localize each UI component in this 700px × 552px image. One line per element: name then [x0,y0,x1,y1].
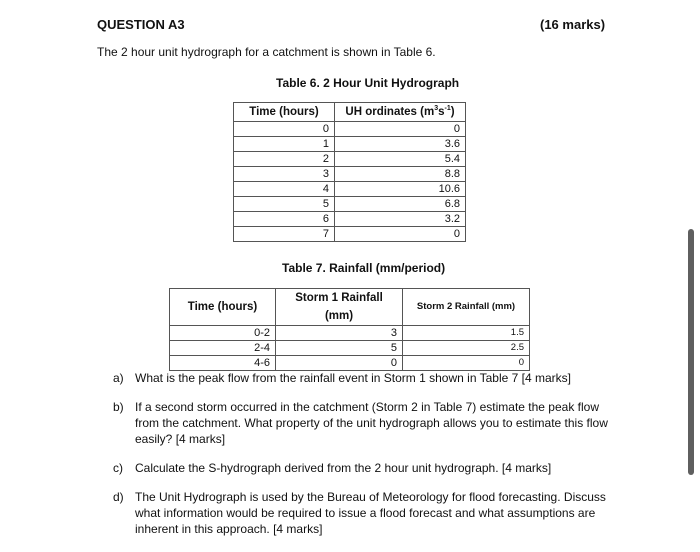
table7-header-time: Time (hours) [170,289,276,326]
table7-header-storm1: Storm 1 Rainfall (mm) [276,289,403,326]
table6 [233,102,466,242]
question-text: What is the peak flow from the rainfall event in Storm 1 shown in Table 7 [4 marks] [135,371,571,385]
t7-storm2: 0 [403,356,530,371]
table-row [234,227,466,242]
t6-uh: 3.2 [335,212,466,227]
t6-time: 0 [234,122,335,137]
question-letter: a) [113,371,124,385]
t7-time: 2-4 [170,341,276,356]
t7-storm2: 1.5 [403,326,530,341]
question-letter: b) [113,400,124,414]
question-text: If a second storm occurred in the catchment (Storm 2 in Table 7) estimate the peak flow from the catchment. What property of the unit hydrograph allows you to estimate this flow easily? [4 marks] [135,400,608,446]
table-row [234,167,466,182]
question-letter: d) [113,490,124,504]
marks-total: (16 marks) [540,17,606,32]
uh-sup1: 3 [434,105,439,113]
t6-uh: 8.8 [335,167,466,182]
table6-header-time: Time (hours) [234,103,335,122]
scrollbar[interactable] [688,229,694,475]
table-row [170,326,530,341]
uh-sup2: -1 [444,105,451,113]
question-letter: c) [113,461,123,475]
t6-time: 5 [234,197,335,212]
t6-uh: 10.6 [335,182,466,197]
t6-time: 2 [234,152,335,167]
table-row [234,137,466,152]
t7-time: 0-2 [170,326,276,341]
table-row [234,197,466,212]
table-row [234,152,466,167]
table6-caption: Table 6. 2 Hour Unit Hydrograph [276,76,460,90]
t6-time: 1 [234,137,335,152]
intro-text: The 2 hour unit hydrograph for a catchment is shown in Table 6. [97,45,436,59]
t6-time: 3 [234,167,335,182]
table7-caption: Table 7. Rainfall (mm/period) [282,261,446,275]
uh-mid: s [438,106,445,118]
t7-storm1: 0 [276,356,403,371]
question-title: QUESTION A3 [97,17,185,32]
t6-time: 7 [234,227,335,242]
t7-storm2: 2.5 [403,341,530,356]
question-list [113,370,613,540]
uh-prefix: UH ordinates (m [345,106,435,118]
t7-storm1: 3 [276,326,403,341]
t6-uh: 0 [335,227,466,242]
t7-storm1: 5 [276,341,403,356]
table-row [234,212,466,227]
t6-time: 4 [234,182,335,197]
t6-uh: 0 [335,122,466,137]
question-text: Calculate the S-hydrograph derived from the 2 hour unit hydrograph. [4 marks] [135,461,552,475]
table7-header-storm2: Storm 2 Rainfall (mm) [403,289,530,326]
table-row [170,341,530,356]
t6-uh: 5.4 [335,152,466,167]
table6-header-uh [335,103,466,122]
table-row [234,182,466,197]
table-row [234,122,466,137]
uh-suffix: ) [450,106,455,118]
t6-uh: 3.6 [335,137,466,152]
t6-uh: 6.8 [335,197,466,212]
table-row [170,356,530,371]
t6-time: 6 [234,212,335,227]
question-text: The Unit Hydrograph is used by the Bureau of Meteorology for flood forecasting. Discuss what information would be required to issue a flood forecast and what assumptions are inherent in this approach. [4 marks] [135,490,606,536]
table7 [169,288,530,371]
t7-time: 4-6 [170,356,276,371]
